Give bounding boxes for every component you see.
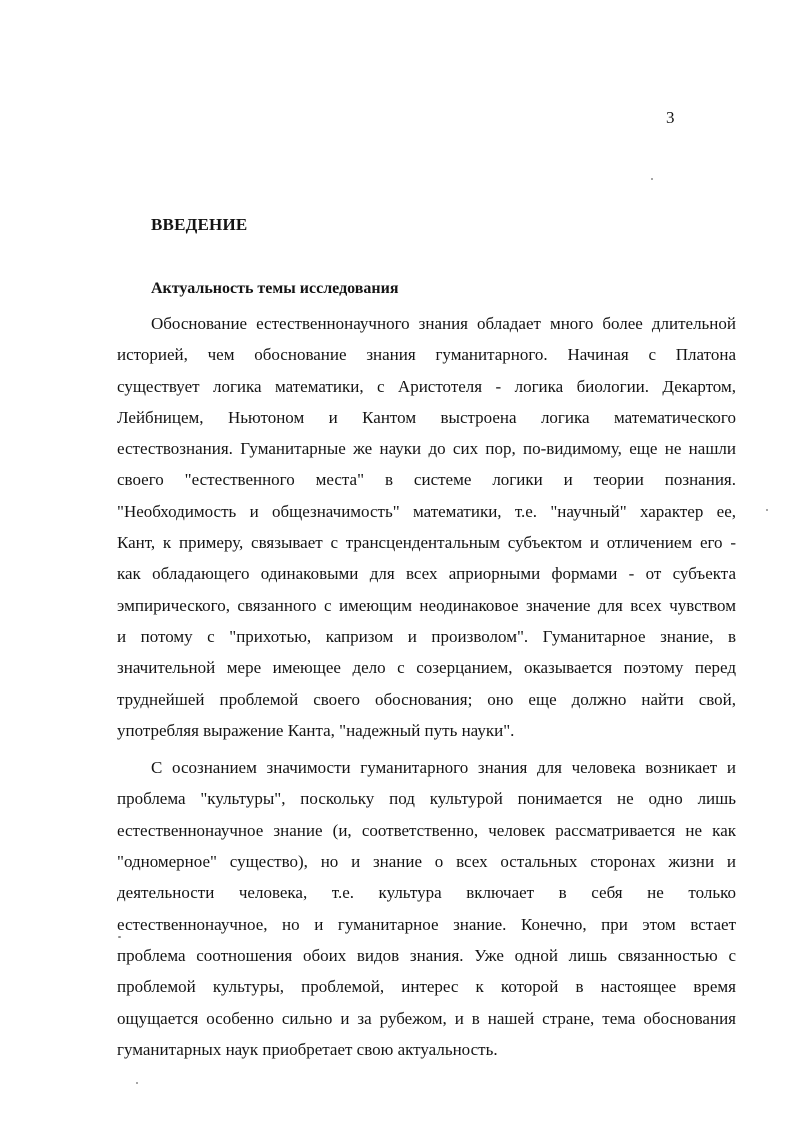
scan-speck: [651, 178, 653, 180]
text-line: своего "естественного места" в системе логики и теории познания.: [117, 470, 736, 490]
subsection-heading: Актуальность темы исследования: [151, 280, 399, 297]
text-line: "Необходимость и общезначимость" математики, т.е. "научный" характер ее,: [117, 501, 736, 521]
text-line: проблемой культуры, проблемой, интерес к которой в настоящее время: [117, 977, 736, 997]
text-line: гуманитарных наук приобретает свою актуальность.: [117, 1039, 498, 1059]
paragraph-2: [117, 752, 736, 1065]
text-line: Кант, к примеру, связывает с трансцендентальным субъектом и отличением его -: [117, 533, 736, 553]
text-line: "одномерное" существо), но и знание о всех остальных сторонах жизни и: [117, 852, 736, 872]
section-heading: ВВЕДЕНИЕ: [151, 215, 248, 234]
text-line: и потому с "прихотью, капризом и произволом". Гуманитарное знание, в: [117, 626, 736, 646]
text-line: труднейшей проблемой своего обоснования; оно еще должно найти свой,: [117, 689, 736, 709]
text-line: ощущается особенно сильно и за рубежом, и в нашей стране, тема обоснования: [117, 1008, 736, 1028]
text-line: деятельности человека, т.е. культура включает в себя не только: [117, 883, 736, 903]
text-line: Лейбницем, Ньютоном и Кантом выстроена логика математического: [117, 407, 736, 427]
text-line: С осознанием значимости гуманитарного знания для человека возникает и: [151, 758, 736, 778]
scan-speck: [766, 509, 768, 511]
text-line: значительной мере имеющее дело с созерцанием, оказывается поэтому перед: [117, 658, 736, 678]
text-line: Обоснование естественнонаучного знания обладает много более длительной: [151, 314, 736, 333]
text-line: естествознания. Гуманитарные же науки до сих пор, по-видимому, еще не нашли: [117, 439, 736, 459]
text-line: проблема "культуры", поскольку под культурой понимается не одно лишь: [117, 789, 736, 809]
paragraph-1: [117, 308, 736, 746]
text-line: проблема соотношения обоих видов знания. Уже одной лишь связанностью с: [117, 945, 736, 965]
text-line: историей, чем обоснование знания гуманитарного. Начиная с Платона: [117, 345, 736, 365]
scan-speck: [118, 936, 121, 938]
body-text: [117, 308, 736, 1065]
page-number: 3: [666, 108, 675, 127]
text-line: естественнонаучное знание (и, соответственно, человек рассматривается не как: [117, 820, 736, 840]
text-line: существует логика математики, с Аристотеля - логика биологии. Декартом,: [117, 376, 736, 396]
text-line: как обладающего одинаковыми для всех априорными формами - от субъекта: [117, 564, 736, 584]
text-line: естественнонаучное, но и гуманитарное знание. Конечно, при этом встает: [117, 914, 736, 934]
text-line: употребляя выражение Канта, "надежный путь науки".: [117, 720, 515, 740]
scan-speck: [136, 1082, 138, 1084]
text-line: эмпирического, связанного с имеющим неодинаковое значение для всех чувством: [117, 595, 736, 615]
